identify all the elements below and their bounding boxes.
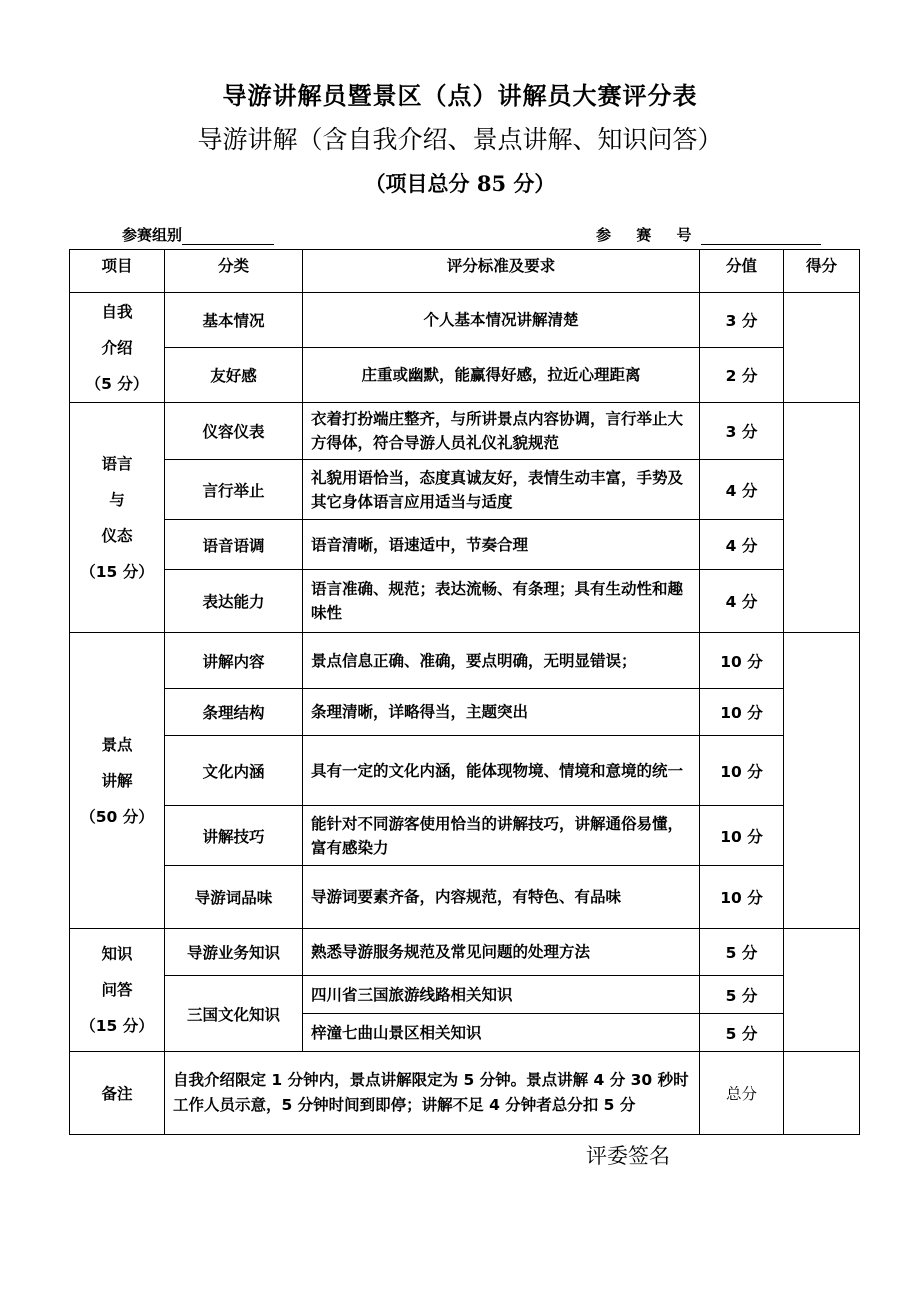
category-cell: 讲解技巧 [165, 806, 303, 866]
criteria-cell: 条理清晰，详略得当，主题突出 [303, 689, 700, 736]
criteria-cell: 语言准确、规范；表达流畅、有条理；具有生动性和趣味性 [303, 570, 700, 633]
criteria-cell: 景点信息正确、准确，要点明确，无明显错误； [303, 633, 700, 689]
group-label: 参赛组别 [122, 226, 183, 244]
category-cell: 三国文化知识 [165, 976, 303, 1052]
category-cell: 基本情况 [165, 293, 303, 348]
table-row [70, 520, 860, 570]
criteria-cell: 具有一定的文化内涵，能体现物境、情境和意境的统一 [303, 736, 700, 806]
total-score-note: （项目总分 85 分） [364, 171, 556, 196]
remarks-label: 备注 [70, 1052, 165, 1135]
value-cell: 10 分 [700, 806, 784, 866]
value-cell: 10 分 [700, 866, 784, 929]
score-cell-self-intro[interactable] [784, 293, 860, 403]
table-row [70, 633, 860, 689]
table-row [70, 736, 860, 806]
table-row [70, 976, 860, 1014]
score-cell-knowledge-qa[interactable] [784, 929, 860, 1052]
value-cell: 4 分 [700, 520, 784, 570]
category-cell: 表达能力 [165, 570, 303, 633]
number-blank-line[interactable] [701, 226, 821, 245]
number-label: 参 赛 号 [596, 226, 702, 244]
table-row [70, 866, 860, 929]
total-score-label: 总分 [700, 1052, 784, 1135]
table-row [70, 348, 860, 403]
number-field [596, 224, 821, 245]
section-self-intro: 自我 介绍 （5 分） [70, 293, 165, 403]
category-cell: 友好感 [165, 348, 303, 403]
value-cell: 5 分 [700, 976, 784, 1014]
category-cell: 讲解内容 [165, 633, 303, 689]
remarks-row [70, 1052, 860, 1135]
header-item: 项目 [70, 250, 165, 293]
judge-signature-label: 评委签名 [586, 1144, 670, 1168]
criteria-cell: 导游词要素齐备，内容规范，有特色、有品味 [303, 866, 700, 929]
table-row [70, 403, 860, 460]
header-value: 分值 [700, 250, 784, 293]
category-cell: 文化内涵 [165, 736, 303, 806]
total-score-cell[interactable] [784, 1052, 860, 1135]
category-cell: 仪容仪表 [165, 403, 303, 460]
value-cell: 5 分 [700, 1014, 784, 1052]
score-cell-site-narration[interactable] [784, 633, 860, 929]
criteria-cell: 四川省三国旅游线路相关知识 [303, 976, 700, 1014]
table-row [70, 806, 860, 866]
table-header-row [70, 250, 860, 293]
group-blank-line[interactable] [182, 226, 274, 245]
value-cell: 3 分 [700, 293, 784, 348]
value-cell: 2 分 [700, 348, 784, 403]
value-cell: 4 分 [700, 570, 784, 633]
section-knowledge-qa: 知识 问答 （15 分） [70, 929, 165, 1052]
category-cell: 导游词品味 [165, 866, 303, 929]
criteria-cell: 个人基本情况讲解清楚 [303, 293, 700, 348]
criteria-cell: 语音清晰，语速适中，节奏合理 [303, 520, 700, 570]
criteria-cell: 庄重或幽默，能赢得好感，拉近心理距离 [303, 348, 700, 403]
criteria-cell: 能针对不同游客使用恰当的讲解技巧，讲解通俗易懂，富有感染力 [303, 806, 700, 866]
group-field [122, 224, 274, 245]
table-row [70, 689, 860, 736]
score-cell-language-manner[interactable] [784, 403, 860, 633]
category-cell: 导游业务知识 [165, 929, 303, 976]
criteria-cell: 衣着打扮端庄整齐，与所讲景点内容协调，言行举止大方得体，符合导游人员礼仪礼貌规范 [303, 403, 700, 460]
criteria-cell: 梓潼七曲山景区相关知识 [303, 1014, 700, 1052]
scoring-table [69, 249, 860, 1135]
criteria-cell: 熟悉导游服务规范及常见问题的处理方法 [303, 929, 700, 976]
remarks-text: 自我介绍限定 1 分钟内，景点讲解限定为 5 分钟。景点讲解 4 分 30 秒时工作人员示意，5 分钟时间到即停；讲解不足 4 分钟者总分扣 5 分 [165, 1052, 700, 1135]
header-criteria: 评分标准及要求 [303, 250, 700, 293]
table-row [70, 293, 860, 348]
value-cell: 10 分 [700, 689, 784, 736]
section-site-narration: 景点 讲解 （50 分） [70, 633, 165, 929]
value-cell: 3 分 [700, 403, 784, 460]
value-cell: 10 分 [700, 633, 784, 689]
value-cell: 10 分 [700, 736, 784, 806]
document-title: 导游讲解员暨景区（点）讲解员大赛评分表 [222, 82, 698, 110]
table-row [70, 929, 860, 976]
section-language-manner: 语言 与 仪态 （15 分） [70, 403, 165, 633]
header-category: 分类 [165, 250, 303, 293]
table-row [70, 460, 860, 520]
document-subtitle: 导游讲解（含自我介绍、景点讲解、知识问答） [197, 125, 723, 154]
value-cell: 4 分 [700, 460, 784, 520]
header-score: 得分 [784, 250, 860, 293]
category-cell: 条理结构 [165, 689, 303, 736]
table-row [70, 570, 860, 633]
criteria-cell: 礼貌用语恰当，态度真诚友好，表情生动丰富，手势及其它身体语言应用适当与适度 [303, 460, 700, 520]
category-cell: 言行举止 [165, 460, 303, 520]
value-cell: 5 分 [700, 929, 784, 976]
category-cell: 语音语调 [165, 520, 303, 570]
